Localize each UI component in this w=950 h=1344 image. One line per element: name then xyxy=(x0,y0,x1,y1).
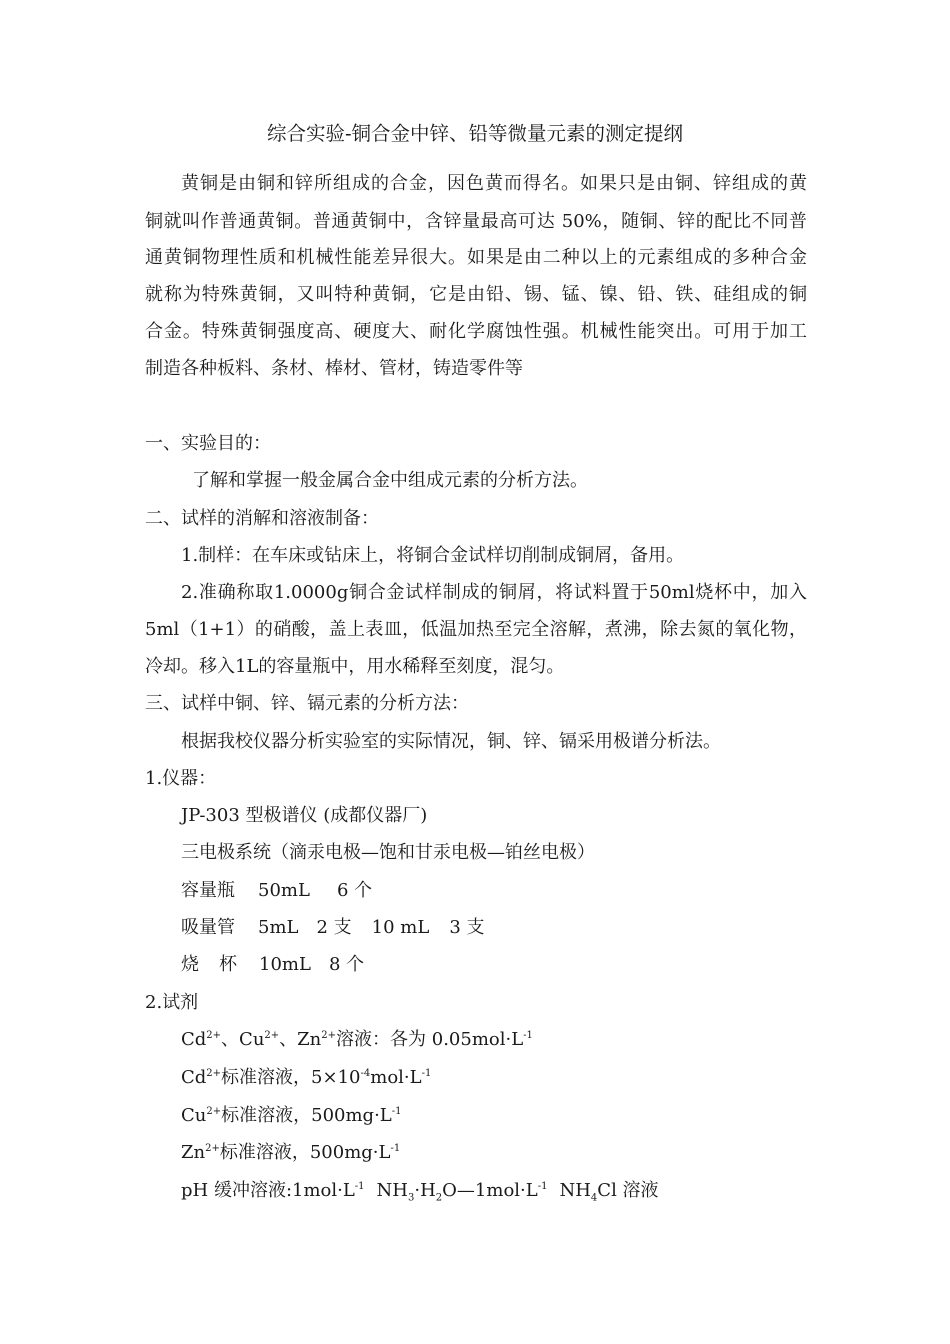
reagent-item-cu-standard xyxy=(181,1104,402,1128)
pipette-count: 2 支 xyxy=(316,917,352,938)
flask-count: 6 个 xyxy=(336,880,373,901)
formula-subscript: 3 xyxy=(408,1192,415,1204)
sample-prep-step-1: 1.制样：在车床或钻床上，将铜合金试样切削制成铜屑，备用。 xyxy=(181,545,685,566)
reagents-heading: 2.试剂 xyxy=(145,992,199,1013)
ion-charge: 2+ xyxy=(206,1068,222,1079)
formula-subscript: 2 xyxy=(435,1192,443,1204)
purpose-text: 了解和掌握一般金属合金中组成元素的分析方法。 xyxy=(192,470,588,491)
sample-prep-step-2-line: 2.准确称取1.0000g铜合金试样制成的铜屑，将试料置于50ml烧杯中，加入 xyxy=(181,582,807,603)
intro-line: 铜就叫作普通黄铜。普通黄铜中，含锌量最高可达 50%，随铜、锌的配比不同普 xyxy=(145,211,807,232)
flask-volume: 50mL xyxy=(258,880,310,901)
intro-line: 黄铜是由铜和锌所组成的合金，因色黄而得名。如果只是由铜、锌组成的黄 xyxy=(181,173,807,194)
beaker-name: 杯 xyxy=(219,954,237,975)
separator: 、 xyxy=(221,1029,240,1050)
intro-line: 就称为特殊黄铜，又叫特种黄铜，它是由铅、锡、锰、镍、铅、铁、硅组成的铜 xyxy=(145,284,807,305)
reagent-item-zn-standard xyxy=(181,1141,400,1165)
formula-part: ·H xyxy=(414,1180,436,1201)
instruments-heading: 1.仪器： xyxy=(145,768,217,789)
reagent-item-ion-solutions xyxy=(181,1028,533,1052)
section-heading-purpose: 一、实验目的： xyxy=(145,433,271,454)
reagent-text: 标准溶液，500mg·L xyxy=(221,1105,392,1126)
unit-exponent: -1 xyxy=(391,1106,402,1117)
reagent-text: 标准溶液，500mg·L xyxy=(219,1142,391,1163)
pipette-volume: 5mL xyxy=(258,917,299,938)
sample-prep-step-2-line: 5ml（1+1）的硝酸，盖上表皿，低温加热至完全溶解，煮沸，除去氮的氧化物， xyxy=(145,619,807,640)
unit-exponent: -1 xyxy=(390,1143,401,1154)
instrument-item: 三电极系统（滴汞电极—饱和甘汞电极—铂丝电极） xyxy=(181,842,595,863)
beaker-name: 烧 xyxy=(181,954,199,975)
formula-subscript: 4 xyxy=(590,1192,598,1204)
ion-charge: 2+ xyxy=(321,1030,337,1041)
analysis-text: 根据我校仪器分析实验室的实际情况，铜、锌、镉采用极谱分析法。 xyxy=(181,731,721,752)
reagent-item-ph-buffer xyxy=(181,1179,659,1203)
flask-name: 容量瓶 xyxy=(181,880,235,901)
ion-charge: 2+ xyxy=(206,1030,222,1041)
pipette-name: 吸量管 xyxy=(181,917,235,938)
formula-part: NH xyxy=(559,1180,591,1201)
section-heading-sample-prep: 二、试样的消解和溶液制备： xyxy=(145,508,379,529)
instrument-item-flask xyxy=(181,879,372,903)
formula-part: Cl 溶液 xyxy=(597,1180,659,1201)
unit-exponent: -1 xyxy=(421,1068,432,1079)
intro-line: 通黄铜物理性质和机械性能差异很大。如果是由二种以上的元素组成的多种合金 xyxy=(145,247,807,268)
unit-exponent: -1 xyxy=(537,1181,548,1192)
formula-part: O—1mol·L xyxy=(442,1180,538,1201)
pipette-count: 3 支 xyxy=(449,917,485,938)
pipette-volume: 10 mL xyxy=(371,917,430,938)
separator: 、 xyxy=(279,1029,298,1050)
beaker-volume: 10mL xyxy=(259,954,311,975)
ion-symbol: Cu xyxy=(181,1105,207,1126)
instrument-item-pipette xyxy=(181,916,485,940)
intro-line: 制造各种板料、条材、棒材、管材，铸造零件等 xyxy=(145,358,523,379)
ion-symbol: Cu xyxy=(239,1029,265,1050)
power-exponent: -4 xyxy=(360,1068,371,1079)
reagent-text: 标准溶液，5×10 xyxy=(221,1067,361,1088)
reagent-unit: mol·L xyxy=(370,1067,422,1088)
reagent-text: 溶液：各为 0.05mol·L xyxy=(336,1029,524,1050)
instrument-item: JP-303 型极谱仪 (成都仪器厂) xyxy=(181,805,428,826)
ion-symbol: Cd xyxy=(181,1029,207,1050)
section-heading-analysis: 三、试样中铜、锌、镉元素的分析方法： xyxy=(145,693,469,714)
ion-charge: 2+ xyxy=(264,1030,280,1041)
unit-exponent: -1 xyxy=(523,1030,533,1041)
formula-part: NH xyxy=(376,1180,408,1201)
unit-exponent: -1 xyxy=(354,1181,365,1192)
reagent-item-cd-standard xyxy=(181,1066,431,1090)
ion-symbol: Zn xyxy=(181,1142,206,1163)
ion-charge: 2+ xyxy=(206,1106,222,1117)
beaker-count: 8 个 xyxy=(328,954,365,975)
document-title: 综合实验-铜合金中锌、铅等微量元素的测定提纲 xyxy=(266,122,684,145)
intro-line: 合金。特殊黄铜强度高、硬度大、耐化学腐蚀性强。机械性能突出。可用于加工 xyxy=(145,321,807,342)
reagent-text: pH 缓冲溶液:1mol·L xyxy=(181,1180,355,1201)
instrument-item-beaker xyxy=(181,953,364,977)
ion-symbol: Zn xyxy=(297,1029,322,1050)
sample-prep-step-2-line: 冷却。移入1L的容量瓶中，用水稀释至刻度，混匀。 xyxy=(145,656,565,677)
ion-symbol: Cd xyxy=(181,1067,207,1088)
ion-charge: 2+ xyxy=(205,1143,220,1154)
